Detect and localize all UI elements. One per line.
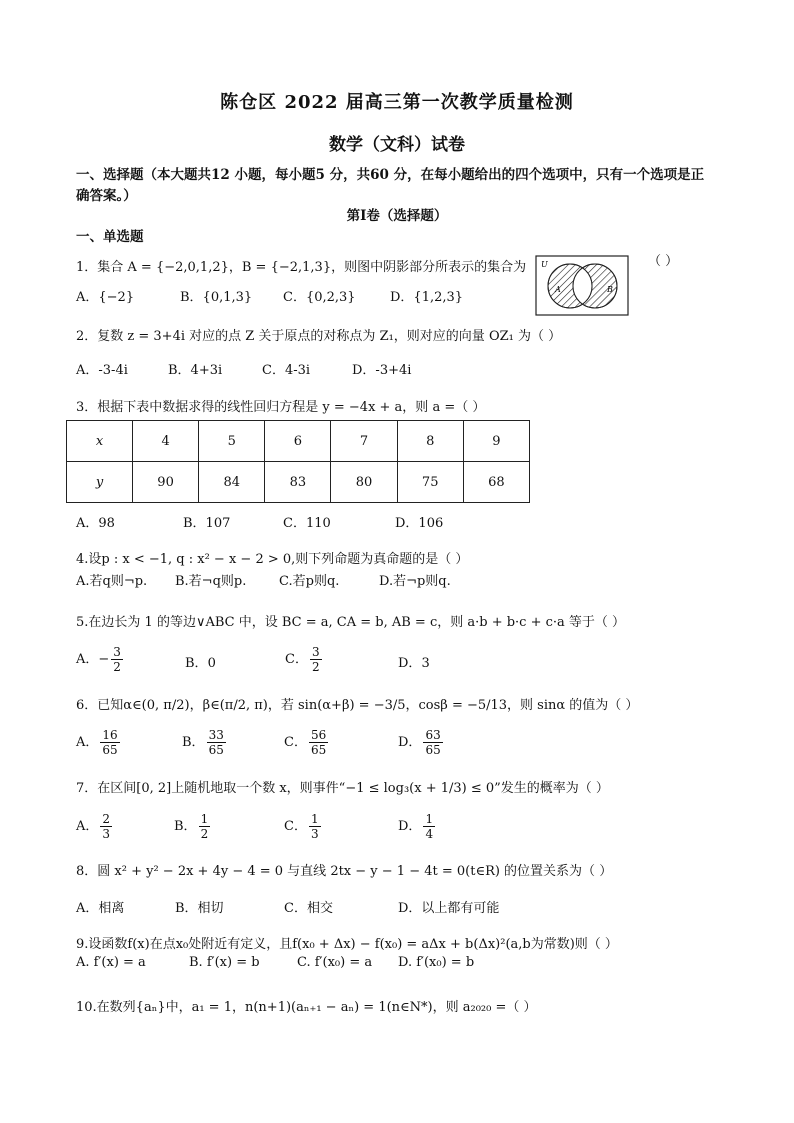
q2-option-a: A．-3-4i [76,363,128,378]
table-cell: 75 [397,462,463,503]
section-instruction-line1: 一、选择题（本大题共12 小题，每小题5 分，共60 分，在每小题给出的四个选项中，只有一个选项是正 [76,167,705,183]
q4-option-a: A.若q则¬p. [76,574,148,589]
q3-option-d: D．106 [395,516,444,531]
q6-option-b: B． $\frac{33}{65}$ [182,728,224,757]
q3-option-a: A．98 [76,516,115,531]
question-2-stem: 2．复数 z = 3+4i 对应的点 Z 关于原点的对称点为 Z₁，则对应的向量 OZ₁ 为（ ） [76,329,562,344]
q4-option-b: B.若¬q则p. [175,574,247,589]
venn-label-a: A [555,285,561,294]
q4-option-d: D.若¬p则q. [379,574,451,589]
table-cell: 90 [133,462,199,503]
page-title: 陈仓区 2022 届高三第一次教学质量检测 [220,92,574,113]
table-cell: 68 [463,462,529,503]
table-cell: 84 [199,462,265,503]
table-cell: 5 [199,421,265,462]
q7-option-b: B． $\frac{1}{2}$ [174,812,209,841]
venn-diagram [535,255,629,316]
question-5-stem: 5.在边长为 1 的等边∨ABC 中，设 BC = a, CA = b, AB = c，则 a·b + b·c + c·a 等于（ ） [76,615,626,630]
q4-option-c: C.若p则q. [279,574,340,589]
q2-option-d: D．-3+4i [352,363,412,378]
part-title: 一、单选题 [76,229,144,245]
q8-option-c: C．相交 [284,901,333,916]
q9-option-d: D. f′(x₀) = b [398,955,475,970]
q1-option-b: B．{0,1,3} [180,290,253,305]
q8-option-b: B．相切 [175,901,224,916]
q9-option-a: A. f′(x) = a [76,955,146,970]
q5-option-c: C． $\frac{3}{2}$ [285,645,320,674]
question-10-stem: 10.在数列{aₙ}中，a₁ = 1，n(n+1)(aₙ₊₁ − aₙ) = 1(n∈N*)，则 a₂₀₂₀ =（ ） [76,1000,537,1015]
table-cell: 4 [133,421,199,462]
q7-option-c: C． $\frac{1}{3}$ [284,812,319,841]
q6-option-a: A． $\frac{16}{65}$ [76,728,118,757]
q6-option-d: D． $\frac{63}{65}$ [398,728,441,757]
table-cell: 8 [397,421,463,462]
question-6-stem: 6．已知α∈(0, π/2)，β∈(π/2, π)，若 sin(α+β) = −3/5，cosβ = −5/13，则 sinα 的值为（ ） [76,698,639,713]
table-cell: 6 [265,421,331,462]
page-subtitle: 数学（文科）试卷 [329,135,465,155]
q7-option-d: D． $\frac{1}{4}$ [398,812,434,841]
question-4-stem: 4.设p : x < −1, q : x² − x − 2 > 0,则下列命题为真命题的是（ ） [76,552,469,567]
volume-title: 第Ⅰ卷（选择题） [346,208,448,224]
q6-option-c: C． $\frac{56}{65}$ [284,728,327,757]
question-7-stem: 7．在区间[0, 2]上随机地取一个数 x，则事件“−1 ≤ log₃(x + 1/3) ≤ 0”发生的概率为（ ） [76,781,609,796]
question-9-stem: 9.设函数f(x)在点x₀处附近有定义，且f(x₀ + Δx) − f(x₀) = aΔx + b(Δx)²(a,b为常数)则（ ） [76,937,618,952]
q5-option-a: A．− $\frac{3}{2}$ [76,645,121,674]
q8-option-a: A．相离 [76,901,125,916]
venn-label-b: B [607,285,613,294]
q5-option-b: B．0 [185,656,216,671]
table-cell: 7 [331,421,397,462]
q9-option-b: B. f′(x) = b [189,955,260,970]
q8-option-d: D．以上都有可能 [398,901,500,916]
venn-label-u: U [541,260,548,269]
question-8-stem: 8．圆 x² + y² − 2x + 4y − 4 = 0 与直线 2tx − y − 1 − 4t = 0(t∈R) 的位置关系为（ ） [76,864,613,879]
question-1-stem: 1．集合 A = {−2,0,1,2}，B = {−2,1,3}，则图中阴影部分所表示的集合为 [76,260,527,275]
q3-option-b: B．107 [183,516,231,531]
q7-option-a: A． $\frac{2}{3}$ [76,812,111,841]
table-row-x [67,421,530,462]
q1-option-d: D．{1,2,3} [390,290,464,305]
q5-option-d: D．3 [398,656,430,671]
table-row-label: y [67,462,133,503]
q1-option-a: A．{−2} [76,290,135,305]
regression-data-table [66,420,530,503]
q9-option-c: C. f′(x₀) = a [297,955,373,970]
question-1-paren: （ ） [648,254,679,269]
q3-option-c: C．110 [283,516,331,531]
section-instruction-line2: 确答案。） [76,188,137,204]
question-3-stem: 3．根据下表中数据求得的线性回归方程是 y = −4x + a，则 a =（ ） [76,400,486,415]
q1-option-c: C．{0,2,3} [283,290,356,305]
q2-option-b: B．4+3i [168,363,223,378]
table-row-label: x [67,421,133,462]
table-row-y [67,462,530,503]
table-cell: 9 [463,421,529,462]
table-cell: 83 [265,462,331,503]
table-cell: 80 [331,462,397,503]
q2-option-c: C．4-3i [262,363,311,378]
